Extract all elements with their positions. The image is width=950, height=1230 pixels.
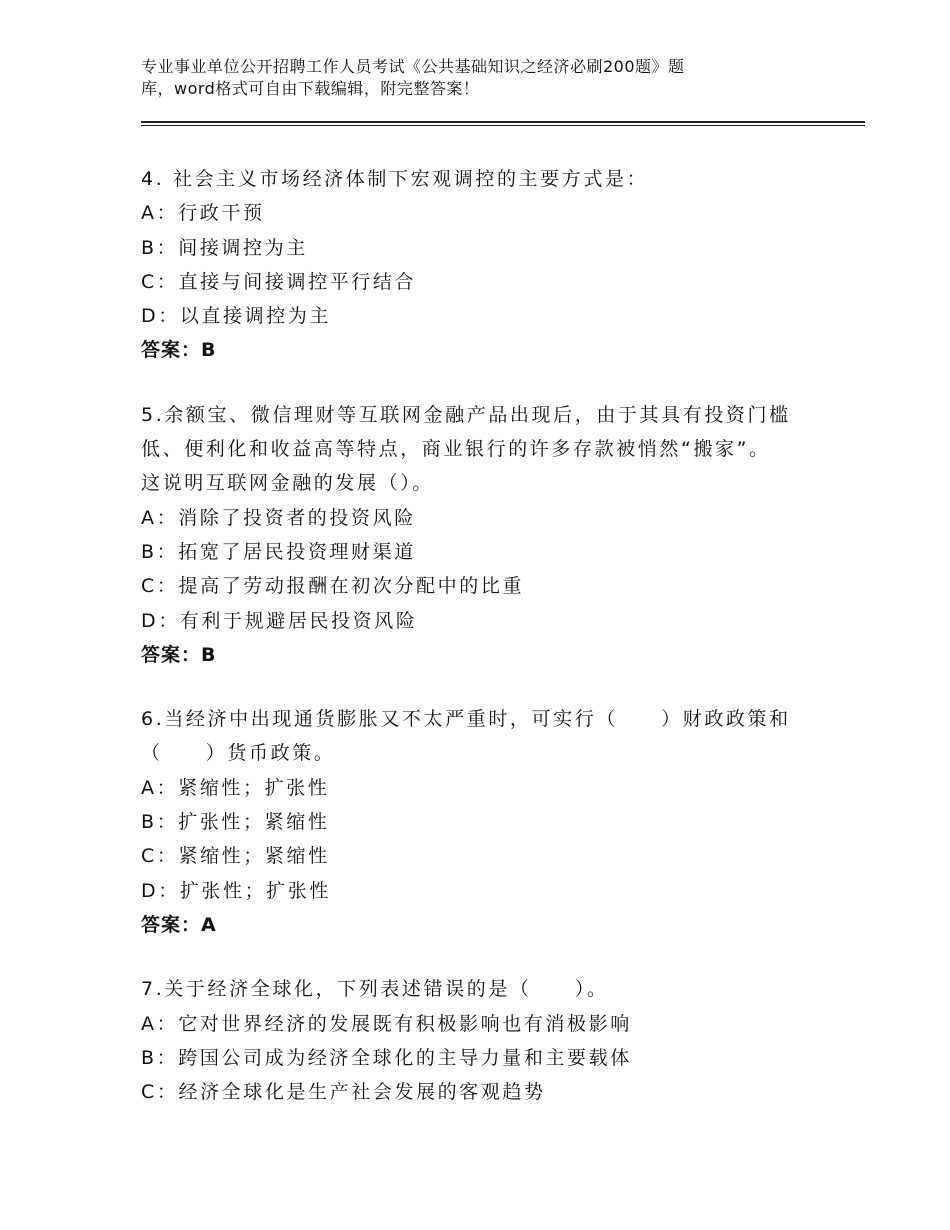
- document-header: [141, 56, 781, 100]
- question-text: （ ）货币政策。: [141, 742, 336, 765]
- header-line-2: 库，word格式可自由下载编辑，附完整答案！: [141, 79, 480, 98]
- question-option: C：提高了劳动报酬在初次分配中的比重: [141, 575, 525, 598]
- header-divider-thin: [141, 125, 865, 126]
- question-answer: 答案：B: [141, 643, 217, 666]
- question-option: A：消除了投资者的投资风险: [141, 506, 416, 529]
- question-block: [141, 162, 821, 368]
- question-text: 这说明互联网金融的发展（）。: [141, 472, 434, 495]
- question-option: B：间接调控为主: [141, 236, 308, 259]
- question-option: A：行政干预: [141, 202, 265, 225]
- question-option: A：它对世界经济的发展既有积极影响也有消极影响: [141, 1012, 632, 1035]
- question-option: D：有利于规避居民投资风险: [141, 609, 418, 632]
- question-option: B：拓宽了居民投资理财渠道: [141, 540, 416, 563]
- question-option: D：扩张性；扩张性: [141, 879, 332, 902]
- question-text: 4. 社会主义市场经济体制下宏观调控的主要方式是：: [141, 168, 649, 190]
- question-block: [141, 398, 821, 672]
- question-text: 7.关于经济全球化，下列表述错误的是（ ）。: [141, 978, 609, 1001]
- question-block: [141, 972, 821, 1109]
- header-line-1: 专业事业单位公开招聘工作人员考试《公共基础知识之经济必刷200题》题: [141, 57, 685, 76]
- question-option: C：经济全球化是生产社会发展的客观趋势: [141, 1081, 546, 1104]
- question-option: A：紧缩性；扩张性: [141, 776, 330, 799]
- question-list: [141, 162, 821, 1139]
- question-text: 6.当经济中出现通货膨胀又不太严重时，可实行（ ）财政政策和: [141, 708, 791, 731]
- question-answer: 答案：B: [141, 339, 217, 362]
- question-option: B：跨国公司成为经济全球化的主导力量和主要载体: [141, 1046, 632, 1069]
- question-option: C：紧缩性；紧缩性: [141, 845, 330, 868]
- question-block: [141, 702, 821, 942]
- question-option: C：直接与间接调控平行结合: [141, 270, 417, 293]
- question-text: 低、便利化和收益高等特点，商业银行的许多存款被悄然“搬家”。: [141, 438, 771, 461]
- question-answer: 答案：A: [141, 913, 217, 936]
- question-text: 5.余额宝、微信理财等互联网金融产品出现后，由于其具有投资门槛: [141, 403, 791, 426]
- question-option: D：以直接调控为主: [141, 305, 332, 328]
- header-divider-thick: [141, 121, 865, 123]
- question-option: B：扩张性；紧缩性: [141, 811, 330, 834]
